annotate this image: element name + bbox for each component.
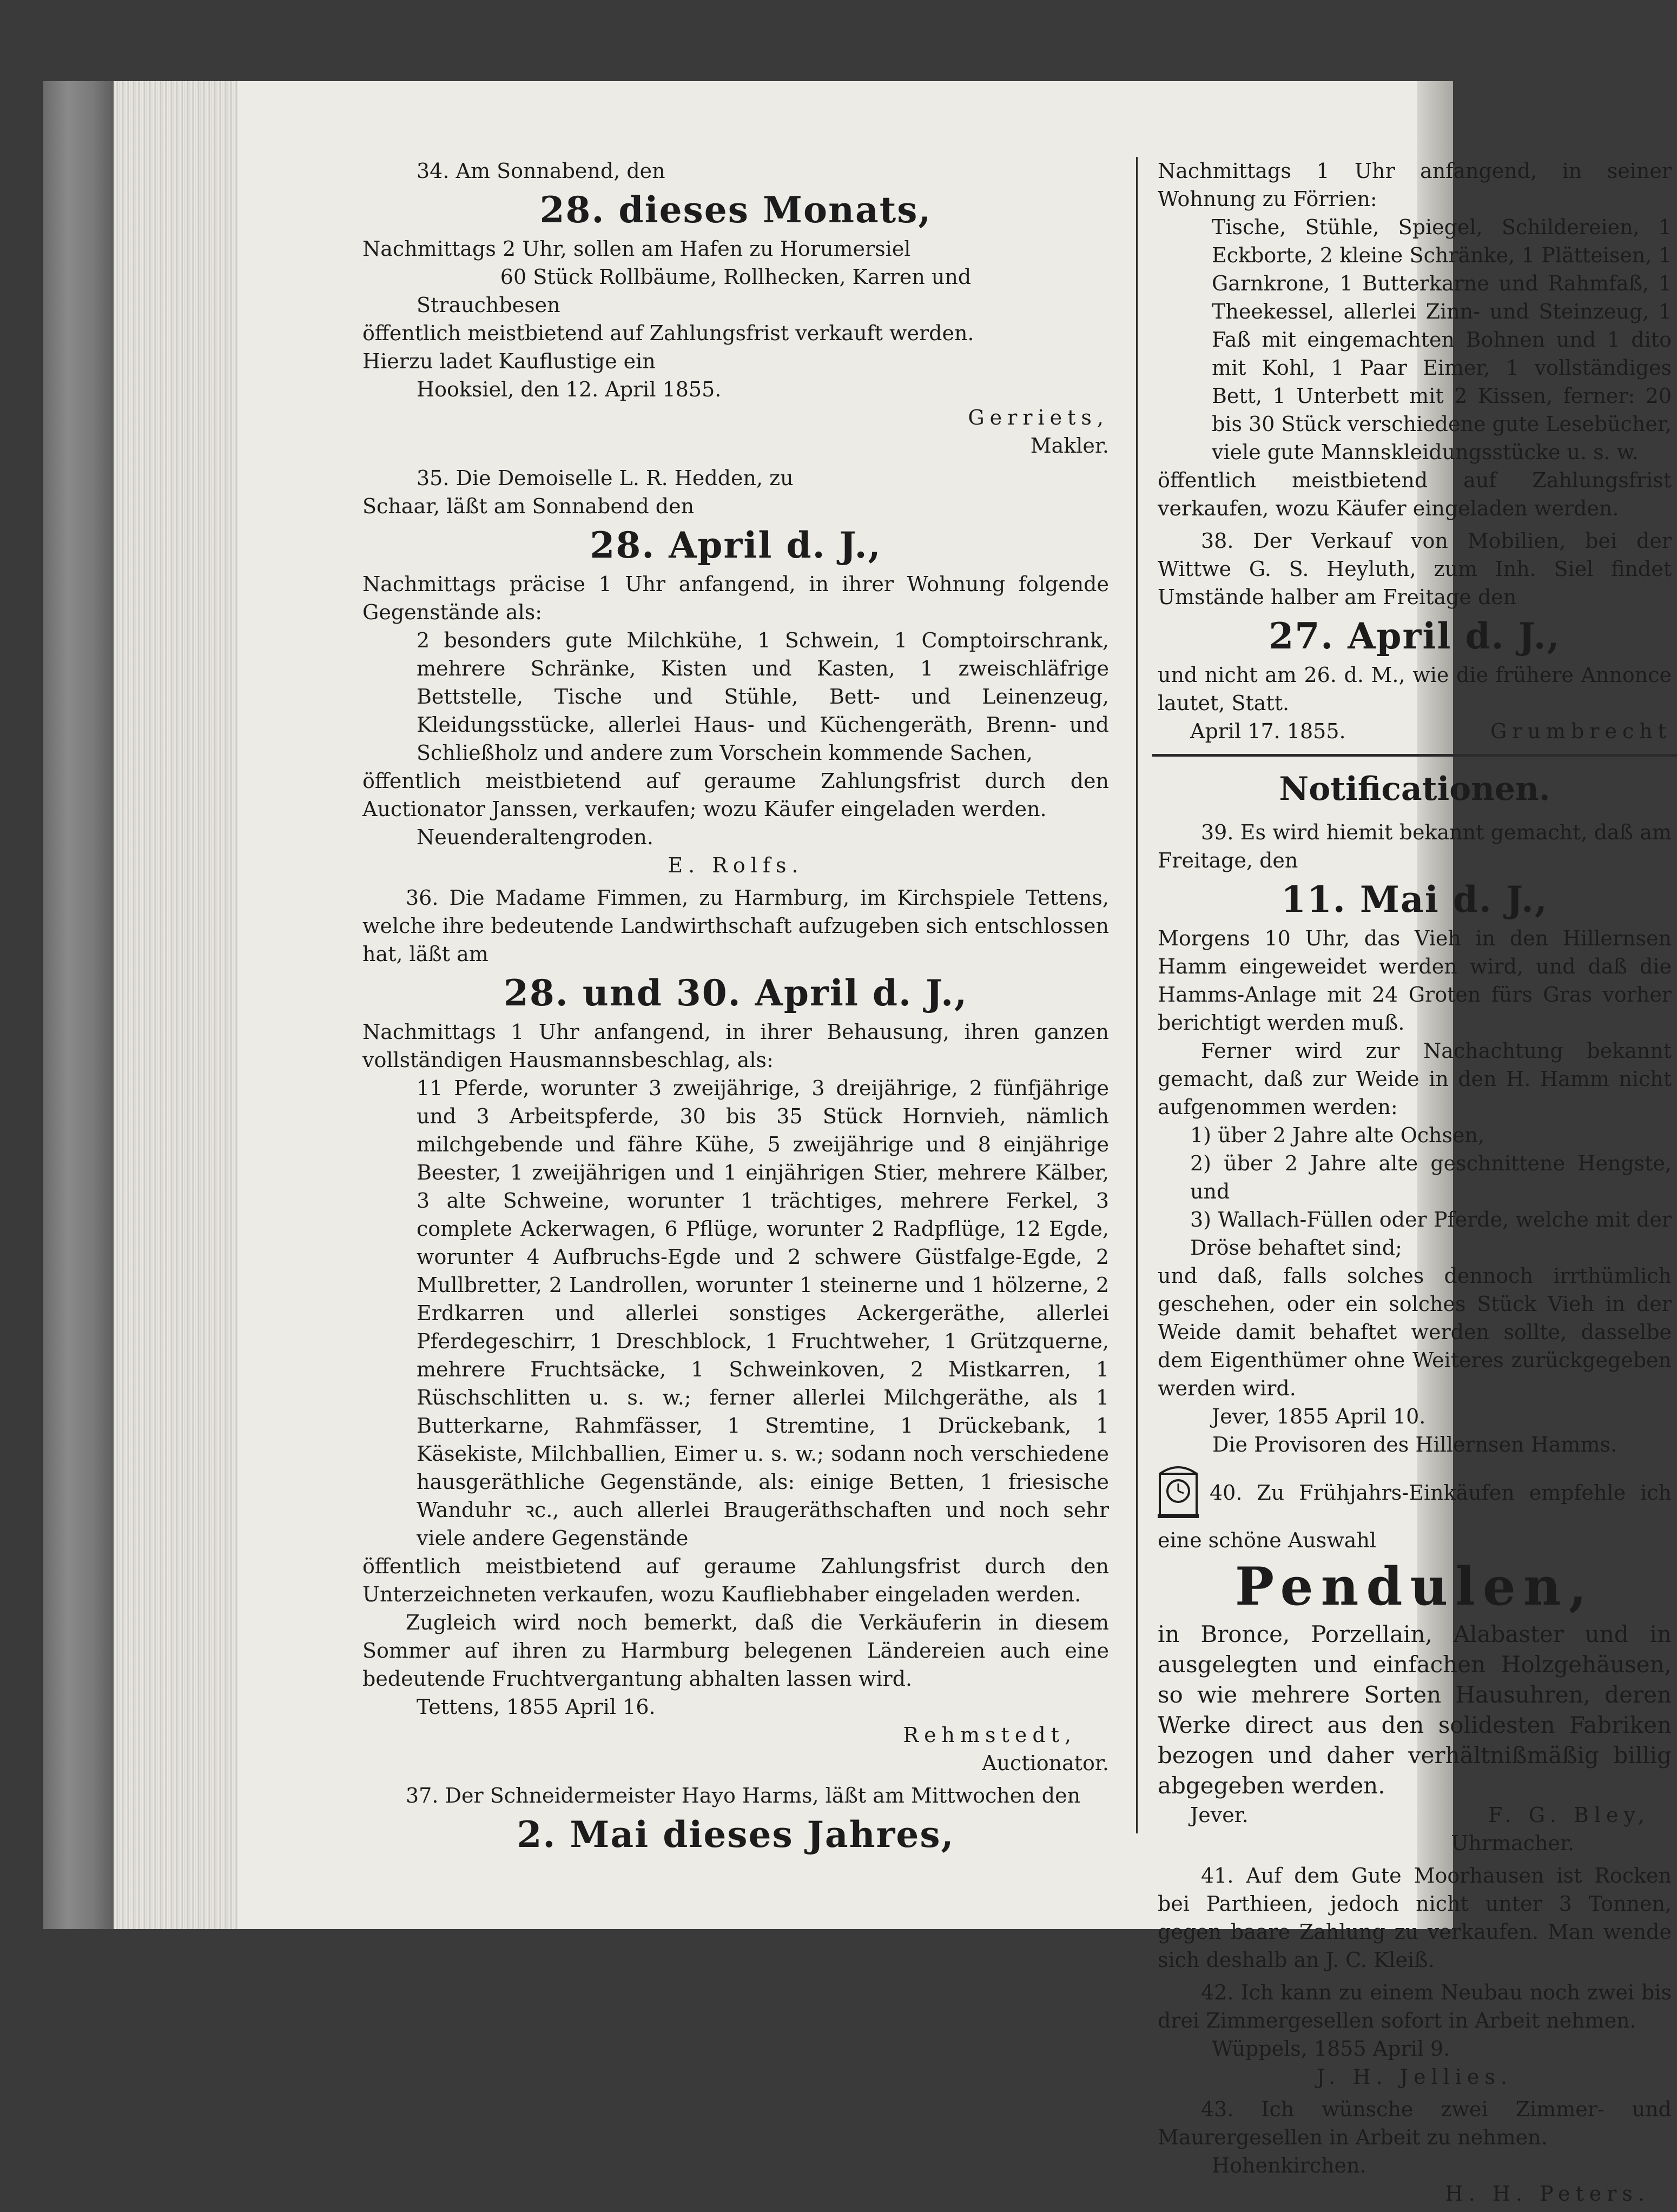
notice-34-intro: 34. Am Sonnabend, den — [417, 159, 665, 183]
column-divider — [1136, 157, 1138, 1833]
notice-41 — [1158, 1862, 1672, 1974]
notice-34-signature: Gerriets, — [968, 406, 1109, 429]
notice-34-line: Nachmittags 2 Uhr, sollen am Hafen zu Horumersiel — [362, 237, 911, 261]
clock-icon — [1158, 1463, 1199, 1526]
notice-38-body: und nicht am 26. d. M., wie die frühere Annonce lautet, Statt. — [1158, 663, 1672, 715]
notice-37-intro: 37. Der Schneidermeister Hayo Harms, läßt am Mittwochen den — [406, 1784, 1081, 1807]
notice-36-intro: 36. Die Madame Fimmen, zu Harmburg, im Kirchspiele Tettens, welche ihre bedeutende Landwirthschaft aufzugeben sich entschlossen hat, läßt am — [362, 886, 1109, 966]
notice-39-list-item: 3) Wallach-Füllen oder Pferde, welche mit der Dröse behaftet sind; — [1190, 1208, 1672, 1260]
notice-43-body: 43. Ich wünsche zwei Zimmer- und Maurergesellen in Arbeit zu nehmen. — [1158, 2097, 1672, 2149]
notice-38-footer — [1158, 717, 1672, 745]
newspaper-page — [238, 81, 1672, 2206]
notice-40-body: in Bronce, Porzellain, Alabaster und in ausgelegten und einfachen Holzgehäusen, so wie mehrere Sorten Hausuhren, deren Werke direct aus den solidesten Fabriken bezogen und daher verhältnißmäßig billig abgegeben werden. — [1158, 1621, 1672, 1799]
notice-34 — [362, 157, 1109, 460]
notice-39-tail: und daß, falls solches dennoch irrthümlich geschehen, oder ein solches Stück Vieh in der Weide damit behaftet werden sollte, dasselbe dem Eigenthümer ohne Weiteres zurückgegeben werden wird. — [1158, 1264, 1672, 1400]
notice-43-signature: H. H. Peters. — [1445, 2182, 1650, 2206]
notice-38-date: 27. April d. J., — [1269, 615, 1561, 657]
notice-34-date: 28. dieses Monats, — [539, 189, 932, 231]
notice-39-list-item: 1) über 2 Jahre alte Ochsen, — [1190, 1123, 1485, 1147]
notice-36-items: 11 Pferde, worunter 3 zweijährige, 3 dreijährige, 2 fünfjährige und 3 Arbeitspferde, 30 bis 35 Stück Hornvieh, nämlich milchgebende und fähre Kühe, 5 zweijährige und 8 einjährige Beester, 1 zweijährigen und 1 einjährigen Stier, mehrere Kälber, 3 alte Schweine, worunter 1 trächtiges, mehrere Ferkel, 3 complete Ackerwagen, 6 Pflüge, worunter 2 Radpflüge, 12 Egde, worunter 4 Aufbruchs-Egde und 2 schwere Güstfalge-Egde, 2 Mullbretter, 2 Landrollen, worunter 1 steinerne und 1 hölzerne, 2 Erdkarren und allerlei sonstiges Ackergeräthe, allerlei Pferdegeschirr, 1 Dreschblock, 1 Fruchtweher, 1 Grützquerne, mehrere Fruchtsäcke, 1 Schweinkoven, 2 Mistkarren, 1 Rüschschlitten u. s. w.; ferner allerlei Milchgeräthe, als 1 Butterkarne, Rahmfässer, 1 Stremtine, 1 Drückebank, 1 Käsekiste, Milchballien, Eimer u. s. w.; sodann noch verschiedene hausgeräthliche Gegenstände, als: einige Betten, 1 friesische Wanduhr ꝛc., auch allerlei Braugeräthschaften und noch sehr viele andere Gegenstände — [417, 1076, 1109, 1550]
notice-36-body: Nachmittags 1 Uhr anfangend, in ihrer Behausung, ihren ganzen vollständigen Hausmannsbeschlag, als: — [362, 1020, 1109, 1072]
notice-36-date: 28. und 30. April d. J., — [503, 972, 968, 1014]
notice-39-intro: 39. Es wird hiemit bekannt gemacht, daß am Freitage, den — [1158, 820, 1672, 872]
notice-34-line: Hierzu ladet Kauflustige ein — [362, 349, 656, 373]
notice-40-signature: F. G. Bley, — [1488, 1803, 1650, 1827]
notice-39-body: Morgens 10 Uhr, das Vieh in den Hillernsen Hamm eingeweidet werden wird, und daß die Hamms-Anlage mit 24 Groten fürs Gras vorher berichtigt werden muß. — [1158, 926, 1672, 1035]
notice-35-date: 28. April d. J., — [590, 524, 882, 566]
notice-39-date: 11. Mai d. J., — [1281, 878, 1548, 920]
notice-36-signature: Rehmstedt, — [903, 1723, 1077, 1747]
notice-42 — [1158, 1978, 1672, 2091]
notice-36-signature-title: Auctionator. — [982, 1751, 1109, 1775]
notice-37-body: Nachmittags 1 Uhr anfangend, in seiner Wohnung zu Förrien: — [1158, 159, 1672, 211]
notice-37-continued — [1158, 157, 1672, 522]
notice-40-footer — [1158, 1801, 1672, 1829]
notice-35-body: Nachmittags präcise 1 Uhr anfangend, in ihrer Wohnung folgende Gegenstände als: — [362, 572, 1109, 624]
notice-36-note: Zugleich wird noch bemerkt, daß die Verkäuferin in diesem Sommer auf ihren zu Harmburg belegenen Ländereien auch eine bedeutende Fruchtvergantung abhalten lassen wird. — [362, 1611, 1109, 1691]
page-edges — [114, 81, 238, 1929]
notice-42-place: Wüppels, 1855 April 9. — [1212, 2037, 1450, 2061]
notice-40 — [1158, 1463, 1672, 1857]
notice-34-line: 60 Stück Rollbäume, Rollhecken, Karren und — [500, 265, 972, 289]
section-rule — [1152, 754, 1677, 757]
notice-38-intro: 38. Der Verkauf von Mobilien, bei der Wittwe G. S. Heyluth, zum Inh. Siel findet Umstände halber am Freitage den — [1158, 529, 1672, 609]
notice-36 — [362, 884, 1109, 1777]
notice-40-intro-row — [1158, 1463, 1672, 1554]
notice-35-items: 2 besonders gute Milchkühe, 1 Schwein, 1 Comptoirschrank, mehrere Schränke, Kisten und Kasten, 1 zweischläfrige Bettstelle, Tische und Stühle, Bett- und Leinenzeug, Kleidungsstücke, allerlei Haus- und Küchengeräth, Brenn- und Schließholz und andere zum Vorschein kommende Sachen, — [417, 628, 1109, 765]
notice-39-list-item: 2) über 2 Jahre alte geschnittene Hengste, und — [1190, 1151, 1672, 1203]
notice-35-line: Schaar, läßt am Sonnabend den — [362, 494, 695, 518]
notice-40-signature-title: Uhrmacher. — [1451, 1831, 1574, 1855]
notice-35-signature: E. Rolfs. — [668, 853, 804, 877]
notice-40-place: Jever. — [1190, 1803, 1249, 1827]
right-column — [1158, 157, 1672, 2212]
notice-39-body2: Ferner wird zur Nachachtung bekannt gemacht, daß zur Weide in den H. Hamm nicht aufgenommen werden: — [1158, 1039, 1672, 1119]
notice-42-body: 42. Ich kann zu einem Neubau noch zwei bis drei Zimmergesellen sofort in Arbeit nehmen. — [1158, 1981, 1672, 2032]
notice-43-place: Hohenkirchen. — [1212, 2154, 1366, 2177]
notice-39-place: Jever, 1855 April 10. — [1212, 1405, 1426, 1428]
notice-42-signature: J. H. Jellies. — [1317, 2065, 1513, 2089]
notice-37-date: 2. Mai dieses Jahres, — [517, 1813, 955, 1856]
notice-34-line: Strauchbesen — [417, 293, 560, 317]
notice-37-tail: öffentlich meistbietend auf Zahlungsfrist verkaufen, wozu Käufer eingeladen werden. — [1158, 468, 1672, 520]
notice-34-place: Hooksiel, den 12. April 1855. — [417, 378, 722, 401]
notice-38-place: April 17. 1855. — [1190, 719, 1346, 743]
notice-35-intro: 35. Die Demoiselle L. R. Hedden, zu — [417, 466, 794, 490]
notice-37-items: Tische, Stühle, Spiegel, Schildereien, 1 Eckborte, 2 kleine Schränke, 1 Plätteisen, 1 Garnkrone, 1 Butterkarne und Rahmfaß, 1 Theekessel, allerlei Zinn- und Steinzeug, 1 Faß mit eingemachten Bohnen und 1 dito mit Kohl, 1 Paar Eimer, 1 vollständiges Bett, 1 Unterbett mit 2 Kissen, ferner: 20 bis 30 Stück verschiedene gute Lesebücher, viele gute Mannskleidungsstücke u. s. w. — [1212, 215, 1672, 464]
notice-38-signature: Grumbrecht — [1490, 719, 1672, 743]
notice-36-tail: öffentlich meistbietend auf geraume Zahlungsfrist durch den Unterzeichneten verkaufen, wozu Kaufliebhaber eingeladen werden. — [362, 1554, 1109, 1606]
left-column — [362, 157, 1109, 1864]
notice-35-tail: öffentlich meistbietend auf geraume Zahlungsfrist durch den Auctionator Janssen, verkaufen; wozu Käufer eingeladen werden. — [362, 769, 1109, 821]
notice-39 — [1158, 818, 1672, 1459]
notice-43 — [1158, 2095, 1672, 2208]
notice-35 — [362, 464, 1109, 879]
book-spine — [43, 81, 114, 1929]
notice-40-title: Pendulen, — [1234, 1556, 1595, 1617]
notice-40-intro: 40. Zu Frühjahrs-Einkäufen empfehle ich eine schöne Auswahl — [1158, 1481, 1672, 1552]
notice-41-body: 41. Auf dem Gute Moorhausen ist Rocken bei Parthieen, jedoch nicht unter 3 Tonnen, gegen baare Zahlung zu verkaufen. Man wende sich deshalb an J. C. Kleiß. — [1158, 1864, 1672, 1972]
notice-38 — [1158, 527, 1672, 745]
notice-34-line: öffentlich meistbietend auf Zahlungsfrist verkauft werden. — [362, 321, 974, 345]
notice-34-signature-title: Makler. — [1030, 434, 1109, 458]
notice-35-place: Neuenderaltengroden. — [417, 825, 653, 849]
notice-37 — [362, 1781, 1109, 1859]
section-heading: Notificationen. — [1279, 770, 1550, 808]
notice-36-place: Tettens, 1855 April 16. — [417, 1695, 656, 1719]
notice-39-signature: Die Provisoren des Hillernsen Hamms. — [1212, 1433, 1617, 1456]
